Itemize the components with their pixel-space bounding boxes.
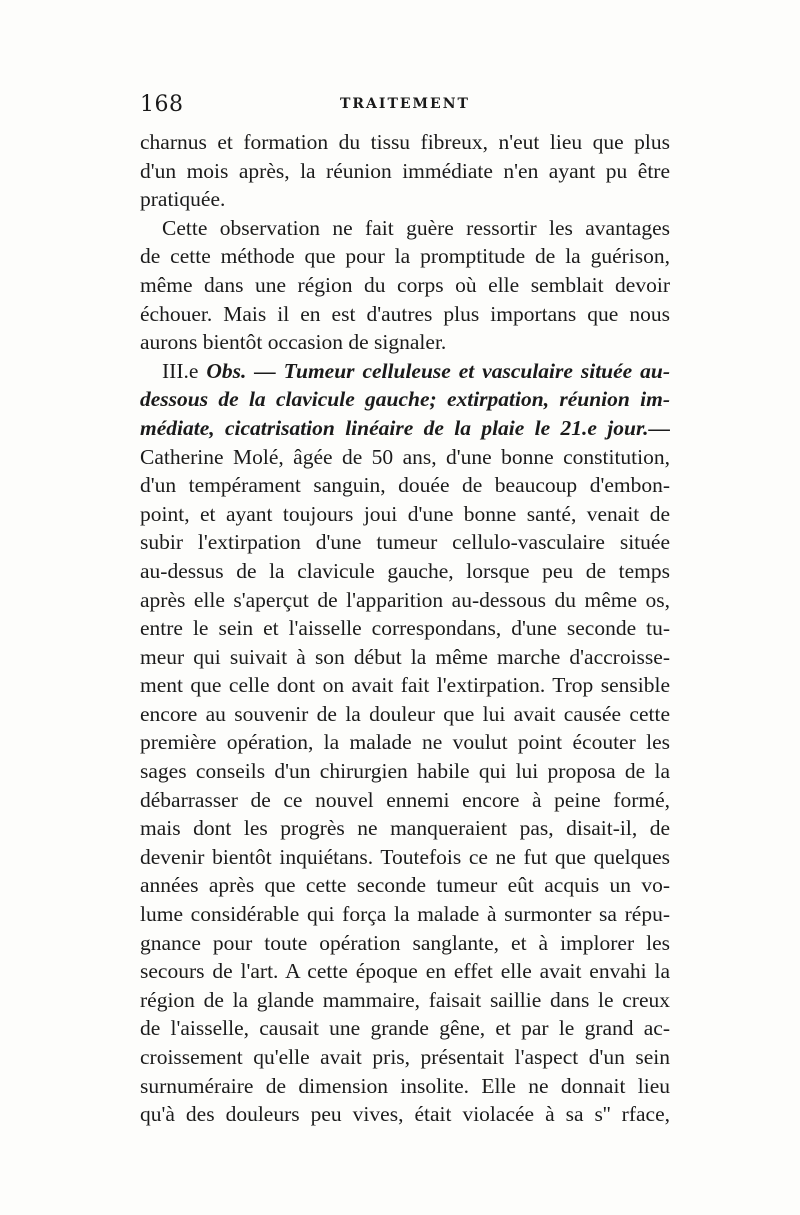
- text-line: de l'aisselle, causait une grande gêne, et par le grand ac-: [140, 1016, 670, 1041]
- text-line: ment que celle dont on avait fait l'extirpation. Trop sensible: [140, 673, 670, 698]
- text-line: d'un mois après, la réunion immédiate n'en ayant pu être: [140, 158, 670, 183]
- text-line: croissement qu'elle avait pris, présentait l'aspect d'un sein: [140, 1045, 670, 1069]
- text-line: échouer. Mais il en est d'autres plus importans que nous: [140, 301, 670, 326]
- text-line: au-dessus de la clavicule gauche, lorsque peu de temps: [140, 558, 670, 583]
- page-number: 168: [140, 92, 184, 117]
- observation-heading-line: [140, 357, 670, 386]
- text-line: encore au souvenir de la douleur que lui avait causée cette: [140, 701, 670, 726]
- text-line: devenir bientôt inquiétans. Toutefois ce ne fut que quelques: [140, 844, 670, 869]
- text-line: après elle s'aperçut de l'apparition au-dessous du même os,: [140, 587, 670, 612]
- observation-number: III.e: [162, 358, 207, 383]
- text-line: gnance pour toute opération sanglante, et à implorer les: [140, 930, 670, 955]
- text-line: point, et ayant toujours joui d'une bonne santé, venait de: [140, 501, 670, 526]
- text-line: subir l'extirpation d'une tumeur cellulo-vasculaire située: [140, 530, 670, 555]
- text-line: surnuméraire de dimension insolite. Elle ne donnait lieu: [140, 1073, 670, 1098]
- text-line: meur qui suivait à son début la même marche d'accroisse-: [140, 644, 670, 669]
- text-line: d'un tempérament sanguin, douée de beaucoup d'embon-: [140, 473, 670, 498]
- text-line: Catherine Molé, âgée de 50 ans, d'une bonne constitution,: [140, 444, 670, 469]
- text-line: même dans une région du corps où elle semblait devoir: [140, 272, 670, 297]
- text-line: dessous de la clavicule gauche; extirpation, réunion im-: [140, 387, 670, 412]
- observation-title: Obs. — Tumeur celluleuse et vasculaire située au-: [206, 358, 670, 383]
- text-line: région de la glande mammaire, faisait saillie dans le creux: [140, 987, 670, 1012]
- text-line: lume considérable qui força la malade à surmonter sa répu-: [140, 902, 670, 927]
- text-line: de cette méthode que pour la promptitude de la guérison,: [140, 244, 670, 269]
- text-line: mais dont les progrès ne manqueraient pas, disait-il, de: [140, 816, 670, 841]
- running-head: TRAITEMENT: [340, 96, 470, 112]
- text-line: première opération, la malade ne voulut point écouter les: [140, 730, 670, 755]
- text-line: entre le sein et l'aisselle correspondans, d'une seconde tu-: [140, 616, 670, 641]
- text-line: secours de l'art. A cette époque en effet elle avait envahi la: [140, 959, 670, 984]
- text-line: qu'à des douleurs peu vives, était violacée à sa s'' rface,: [140, 1102, 670, 1127]
- text-line: charnus et formation du tissu fibreux, n'eut lieu que plus: [140, 130, 670, 154]
- text-line: années après que cette seconde tumeur eût acquis un vo-: [140, 873, 670, 898]
- text-line: débarrasser de ce nouvel ennemi encore à peine formé,: [140, 787, 670, 812]
- body-text: [140, 128, 670, 1129]
- text-line: sages conseils d'un chirurgien habile qui lui proposa de la: [140, 759, 670, 784]
- text-line: aurons bientôt occasion de signaler.: [140, 330, 447, 355]
- page-header: [140, 92, 670, 118]
- text-line: médiate, cicatrisation linéaire de la plaie le 21.e jour.—: [140, 415, 670, 440]
- text-line: Cette observation ne fait guère ressortir les avantages: [162, 215, 670, 240]
- text-line: pratiquée.: [140, 187, 226, 212]
